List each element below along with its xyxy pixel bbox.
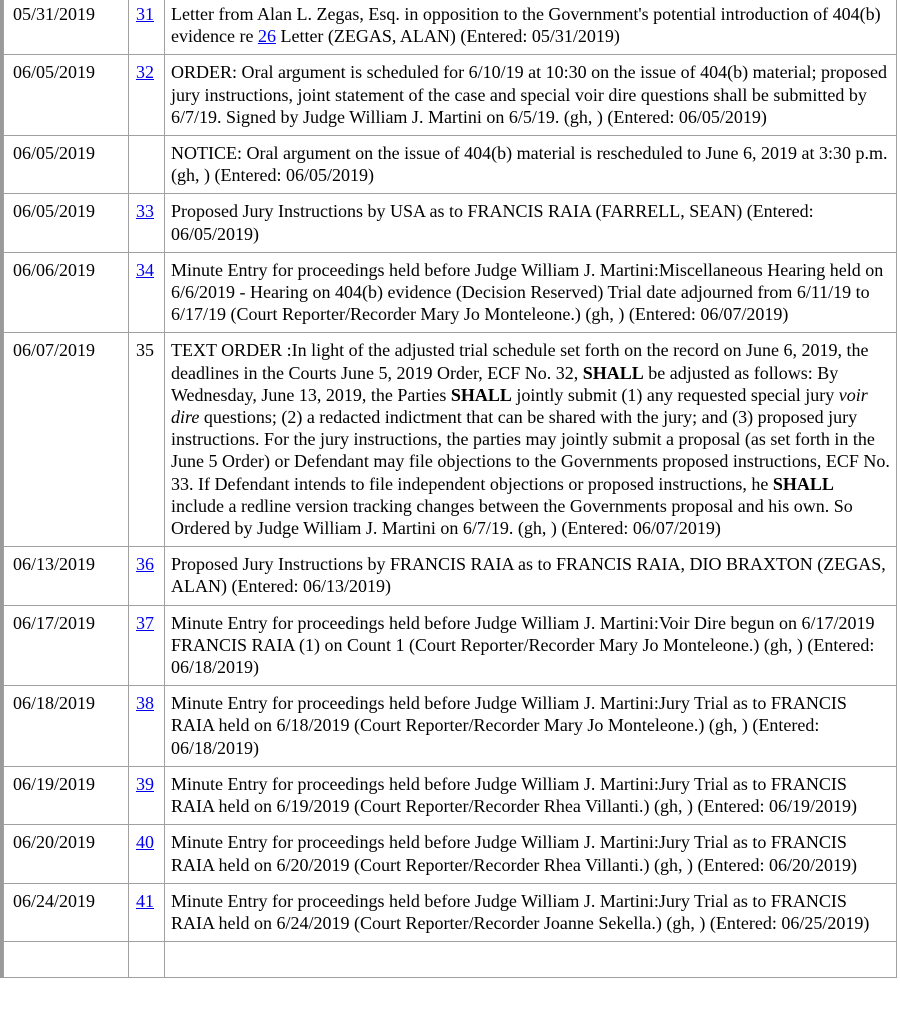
docket-date: 05/31/2019	[4, 0, 129, 55]
docket-number-link[interactable]: 38	[136, 693, 154, 714]
docket-date: 06/05/2019	[4, 55, 129, 136]
docket-number-cell	[129, 55, 165, 136]
docket-number-cell	[129, 825, 165, 883]
docket-text-segment: SHALL	[450, 384, 512, 405]
docket-date: 06/19/2019	[4, 766, 129, 824]
referenced-document-link[interactable]: 26	[257, 26, 276, 47]
docket-number-cell	[129, 686, 165, 767]
docket-number-link[interactable]: 31	[136, 4, 154, 24]
docket-row	[4, 942, 897, 978]
docket-text-segment: SHALL	[772, 473, 834, 494]
docket-text-segment: Minute Entry for proceedings held before Judge William J. Martini:Voir Dire begun on 6/17/2019 FRANCIS RAIA (1) on Count 1 (Court Reporter/Recorder Mary Jo Monteleone.) (gh, ) (Entered: 06/18/2019)	[171, 612, 875, 678]
docket-text	[165, 55, 897, 136]
docket-text	[165, 942, 897, 978]
docket-number-link[interactable]: 32	[136, 62, 154, 83]
docket-date: 06/05/2019	[4, 136, 129, 194]
docket-text-segment: Minute Entry for proceedings held before Judge William J. Martini:Jury Trial as to FRANCIS RAIA held on 6/19/2019 (Court Reporter/Recorder Rhea Villanti.) (gh, ) (Entered: 06/19/2019)	[171, 773, 857, 817]
docket-date: 06/06/2019	[4, 252, 129, 333]
docket-row	[4, 136, 897, 194]
docket-number: 35	[136, 340, 154, 361]
docket-row	[4, 0, 897, 55]
docket-number-link[interactable]: 40	[136, 832, 154, 853]
docket-number-link[interactable]: 36	[136, 554, 154, 575]
docket-text-segment: Proposed Jury Instructions by FRANCIS RAIA as to FRANCIS RAIA, DIO BRAXTON (ZEGAS, ALAN) (Entered: 06/13/2019)	[171, 554, 886, 597]
docket-row	[4, 686, 897, 767]
docket-text-segment: ORDER: Oral argument is scheduled for 6/10/19 at 10:30 on the issue of 404(b) material; proposed jury instructions, joint statement of the case and special voir dire questions shall be submitted by 6/7/19. Signed by Judge William J. Martini on 6/5/19. (gh, ) (Entered: 06/05/2019)	[171, 62, 888, 127]
docket-text-segment: Letter from Alan L. Zegas, Esq. in opposition to the Government's potential introduction of 404(b) evidence re	[171, 4, 881, 47]
docket-text	[165, 825, 897, 883]
docket-number-link[interactable]: 34	[136, 259, 154, 280]
docket-text	[165, 0, 897, 55]
docket-number-cell	[129, 333, 165, 547]
docket-text-segment: Minute Entry for proceedings held before Judge William J. Martini:Jury Trial as to FRANCIS RAIA held on 6/20/2019 (Court Reporter/Recorder Rhea Villanti.) (gh, ) (Entered: 06/20/2019)	[171, 832, 857, 875]
docket-date: 06/18/2019	[4, 686, 129, 767]
docket-text-segment: SHALL	[582, 362, 644, 383]
docket-text	[165, 194, 897, 252]
docket-table	[3, 0, 897, 978]
docket-number-cell	[129, 136, 165, 194]
docket-date: 06/24/2019	[4, 883, 129, 941]
docket-date: 06/05/2019	[4, 194, 129, 252]
docket-text	[165, 136, 897, 194]
docket-row	[4, 547, 897, 605]
docket-number-cell	[129, 883, 165, 941]
docket-text-segment: questions; (2) a redacted indictment that can be shared with the jury; and (3) proposed jury instructions. For the jury instructions, the parties may jointly submit a proposal (as set forth in the June 5 Order) or Defendant may file objections to the Governments proposed instructions, ECF No. 33. If Defendant intends to file independent objections or proposed instructions, he	[171, 407, 890, 494]
docket-number-link[interactable]: 37	[136, 612, 154, 633]
docket-text	[165, 883, 897, 941]
docket-text-segment: NOTICE: Oral argument on the issue of 404(b) material is rescheduled to June 6, 2019 at 3:30 p.m. (gh, ) (Entered: 06/05/2019)	[171, 143, 888, 186]
docket-row	[4, 252, 897, 333]
docket-number-cell	[129, 942, 165, 978]
docket-row	[4, 194, 897, 252]
docket-date: 06/17/2019	[4, 605, 129, 686]
docket-number-cell	[129, 605, 165, 686]
docket-date: 06/13/2019	[4, 547, 129, 605]
docket-number-link[interactable]: 39	[136, 773, 154, 794]
docket-text-segment: be adjusted as follows: By Wednesday, June 13, 2019, the Parties	[171, 362, 839, 405]
docket-text-segment: Minute Entry for proceedings held before Judge William J. Martini:Jury Trial as to FRANCIS RAIA held on 6/18/2019 (Court Reporter/Recorder Mary Jo Monteleone.) (gh, ) (Entered: 06/18/2019)	[171, 693, 847, 758]
docket-text-segment: jointly submit (1) any requested special jury	[511, 384, 839, 405]
docket-row	[4, 883, 897, 941]
docket-number-cell	[129, 766, 165, 824]
docket-text-segment: Letter (ZEGAS, ALAN) (Entered: 05/31/2019)	[275, 26, 620, 47]
docket-row	[4, 825, 897, 883]
docket-text	[165, 252, 897, 333]
docket-row	[4, 55, 897, 136]
docket-date	[4, 942, 129, 978]
docket-number-cell	[129, 252, 165, 333]
docket-row	[4, 333, 897, 547]
docket-number-cell	[129, 547, 165, 605]
docket-number-link[interactable]: 33	[136, 201, 154, 222]
docket-date: 06/07/2019	[4, 333, 129, 547]
docket-text	[165, 686, 897, 767]
docket-text-segment: Minute Entry for proceedings held before Judge William J. Martini:Miscellaneous Hearing held on 6/6/2019 - Hearing on 404(b) evidence (Decision Reserved) Trial date adjourned from 6/11/19 to 6/17/19 (Court Reporter/Recorder Mary Jo Monteleone.) (gh, ) (Entered: 06/07/2019)	[171, 259, 884, 325]
docket-row	[4, 605, 897, 686]
docket-body	[4, 0, 897, 978]
docket-text-segment: Minute Entry for proceedings held before Judge William J. Martini:Jury Trial as to FRANCIS RAIA held on 6/24/2019 (Court Reporter/Recorder Joanne Sekella.) (gh, ) (Entered: 06/25/2019)	[171, 890, 870, 933]
docket-row	[4, 766, 897, 824]
docket-text	[165, 605, 897, 686]
docket-date: 06/20/2019	[4, 825, 129, 883]
docket-text-segment: Proposed Jury Instructions by USA as to FRANCIS RAIA (FARRELL, SEAN) (Entered: 06/05/2019)	[171, 201, 814, 244]
docket-number-cell	[129, 194, 165, 252]
docket-text	[165, 766, 897, 824]
docket-text-segment: include a redline version tracking changes between the Governments proposal and his own. So Ordered by Judge William J. Martini on 6/7/19. (gh, ) (Entered: 06/07/2019)	[171, 495, 853, 539]
docket-text	[165, 547, 897, 605]
docket-text-segment: TEXT ORDER :In light of the adjusted trial schedule set forth on the record on June 6, 2019, the deadlines in the Courts June 5, 2019 Order, ECF No. 32,	[171, 340, 869, 383]
docket-text-segment: voir dire	[171, 384, 868, 428]
docket-number-cell	[129, 0, 165, 55]
docket-text	[165, 333, 897, 547]
docket-number-link[interactable]: 41	[136, 890, 154, 911]
